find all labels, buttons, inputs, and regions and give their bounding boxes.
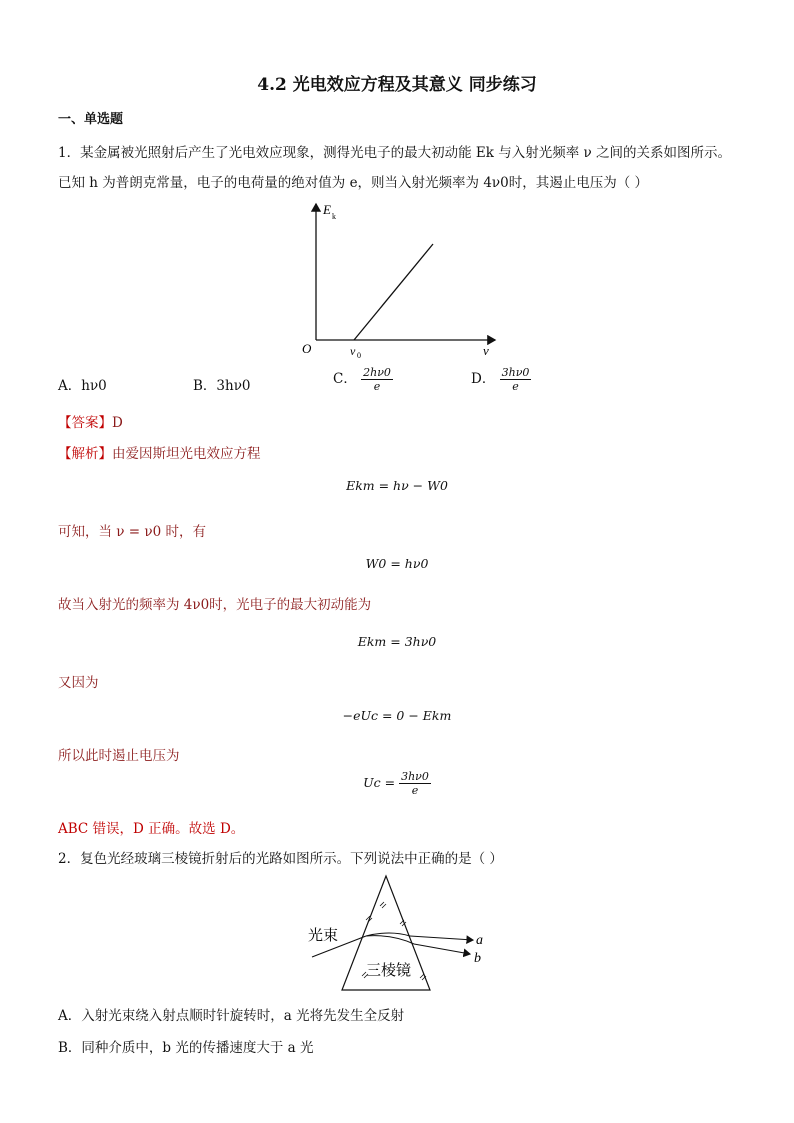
option-d-prefix: D．	[471, 371, 496, 387]
equation-5-lhs: Uc =	[363, 775, 396, 790]
option-d-numerator: 3hν0	[501, 366, 530, 379]
ek-line	[354, 244, 433, 340]
option-c-prefix: C．	[333, 371, 357, 387]
equation-5-numerator: 3hν0	[401, 770, 429, 783]
section-heading: 一、单选题	[58, 112, 124, 127]
analysis-tag: 【解析】	[58, 446, 112, 462]
ray-b	[414, 944, 470, 954]
answer-line	[58, 411, 123, 431]
analysis-text-5: 所以此时遏止电压为	[58, 748, 180, 764]
option-c-numerator: 2hν0	[363, 366, 391, 379]
analysis-text-3: 故当入射光的频率为 4ν0时，光电子的最大初动能为	[58, 597, 372, 613]
page-title: 4.2 光电效应方程及其意义 同步练习	[257, 75, 537, 95]
analysis-text-2: 可知，当 ν = ν0 时，有	[58, 524, 206, 540]
q1-option-c[interactable]	[333, 366, 393, 393]
q2-option-a[interactable]: A．入射光束绕入射点顺时针旋转时，a 光将先发生全反射	[58, 1008, 405, 1024]
q1-option-b[interactable]: B．3hν0	[193, 378, 251, 394]
analysis-text: 由爱因斯坦光电效应方程	[112, 446, 261, 462]
equation-3: Ekm = 3hν0	[357, 634, 437, 649]
analysis-conclusion: ABC 错误，D 正确。故选 D。	[58, 821, 245, 837]
answer-tag: 【答案】	[58, 415, 112, 431]
ray-b-label: b	[474, 951, 481, 966]
q1-option-a[interactable]: A．hν0	[58, 378, 107, 394]
q2-stem: 2．复色光经玻璃三棱镜折射后的光路如图所示。下列说法中正确的是（ ）	[58, 851, 503, 867]
prism-label: 三棱镜	[366, 961, 412, 979]
q1-stem-line2: 已知 h 为普朗克常量，电子的电荷量的绝对值为 e，则当入射光频率为 4ν0时，其遏止电压为（ ）	[58, 175, 649, 191]
y-axis-sub: k	[332, 212, 336, 221]
equation-5-fraction	[399, 770, 431, 797]
analysis-line	[58, 442, 261, 462]
y-axis-label: E	[323, 202, 331, 217]
option-d-fraction	[500, 366, 532, 393]
x-axis-label: ν	[483, 343, 489, 358]
beam-label: 光束	[308, 926, 339, 944]
origin-label: O	[302, 341, 312, 356]
equation-5	[0, 770, 794, 797]
nu0-sub: 0	[357, 351, 361, 360]
ek-nu-graph	[290, 198, 510, 363]
ray-a-label: a	[476, 933, 483, 948]
answer-value: D	[112, 415, 123, 431]
option-d-denominator: e	[512, 380, 519, 393]
inside-path-b	[366, 936, 414, 944]
equation-5-denominator: e	[411, 784, 419, 797]
analysis-text-4: 又因为	[58, 675, 99, 691]
option-c-fraction	[361, 366, 393, 393]
equation-4: −eUc = 0 − Ekm	[342, 708, 452, 723]
prism-diagram	[300, 872, 500, 997]
equation-2: W0 = hν0	[365, 556, 429, 571]
equation-1: Ekm = hν − W0	[346, 478, 448, 493]
q1-stem-line1: 1．某金属被光照射后产生了光电效应现象，测得光电子的最大初动能 Ek 与入射光频率 ν 之间的关系如图所示。	[58, 145, 731, 161]
ray-a	[410, 936, 473, 940]
option-c-denominator: e	[373, 380, 381, 393]
q2-option-b[interactable]: B．同种介质中，b 光的传播速度大于 a 光	[58, 1040, 314, 1056]
nu0-label: ν	[350, 344, 356, 358]
q1-option-d[interactable]	[471, 366, 531, 393]
